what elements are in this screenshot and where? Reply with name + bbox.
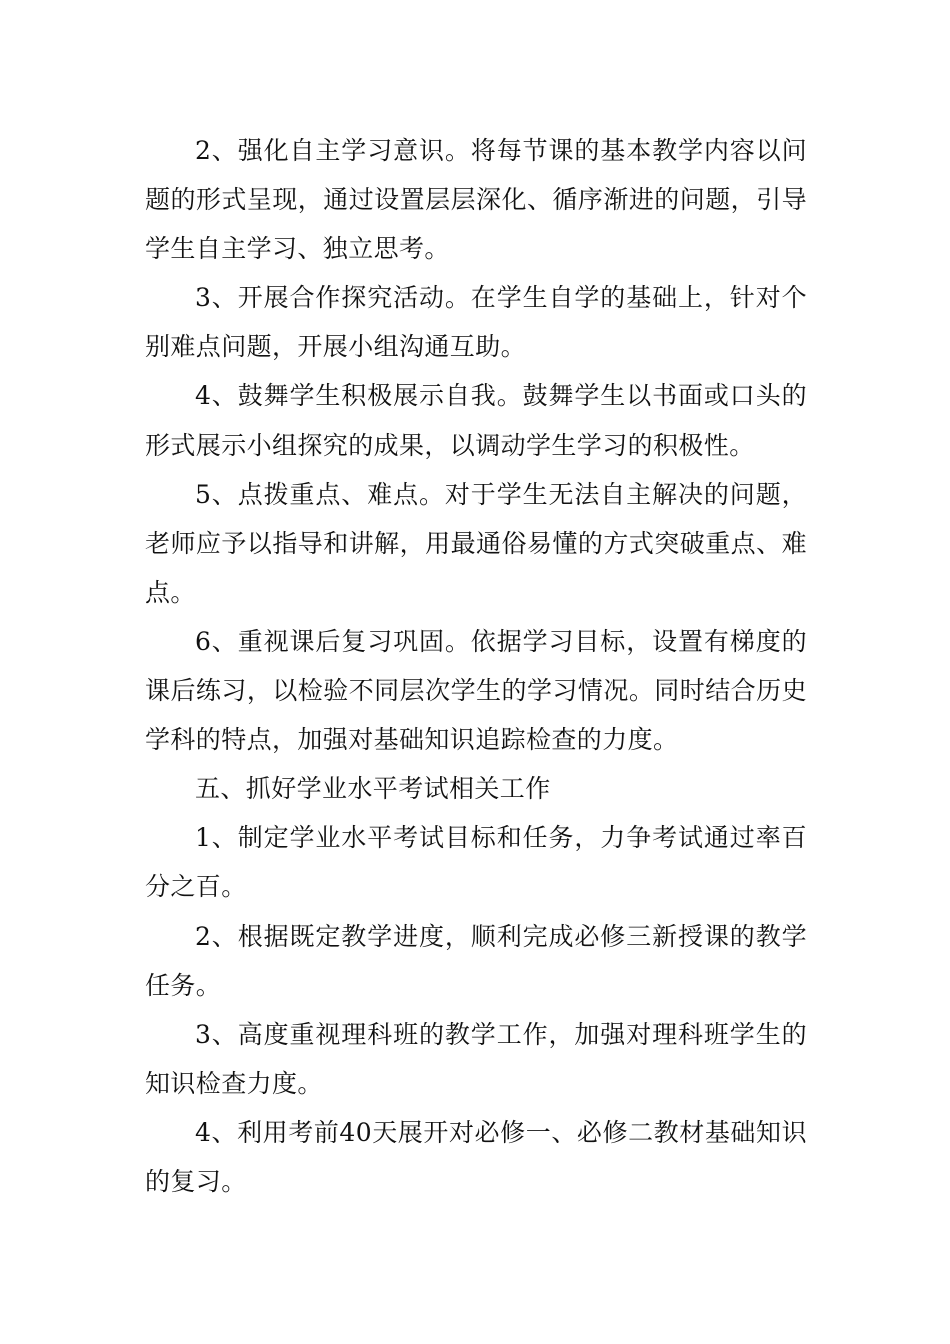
paragraph-teaching-progress: 2、根据既定教学进度，顺利完成必修三新授课的教学任务。	[145, 921, 807, 1000]
section-heading-academic-exam: 五、抓好学业水平考试相关工作	[195, 774, 551, 804]
document-body	[145, 126, 807, 1206]
paragraph-review-plan: 4、利用考前40天展开对必修一、必修二教材基础知识的复习。	[145, 1117, 807, 1196]
paragraph-after-class-review: 6、重视课后复习巩固。依据学习目标，设置有梯度的课后练习，以检验不同层次学生的学习情况。同时结合历史学科的特点，加强对基础知识追踪检查的力度。	[145, 626, 807, 755]
paragraph-exam-goals: 1、制定学业水平考试目标和任务，力争考试通过率百分之百。	[145, 823, 807, 902]
paragraph-science-class: 3、高度重视理科班的教学工作，加强对理科班学生的知识检查力度。	[145, 1019, 807, 1098]
paragraph-encourage-self-display: 4、鼓舞学生积极展示自我。鼓舞学生以书面或口头的形式展示小组探究的成果，以调动学生学习的积极性。	[145, 381, 807, 460]
paragraph-cooperative-inquiry: 3、开展合作探究活动。在学生自学的基础上，针对个别难点问题，开展小组沟通互助。	[145, 283, 807, 362]
paragraph-strengthen-self-study: 2、强化自主学习意识。将每节课的基本教学内容以问题的形式呈现，通过设置层层深化、循序渐进的问题，引导学生自主学习、独立思考。	[145, 136, 807, 264]
paragraph-key-points-guidance: 5、点拨重点、难点。对于学生无法自主解决的问题，老师应予以指导和讲解，用最通俗易懂的方式突破重点、难点。	[145, 479, 807, 607]
